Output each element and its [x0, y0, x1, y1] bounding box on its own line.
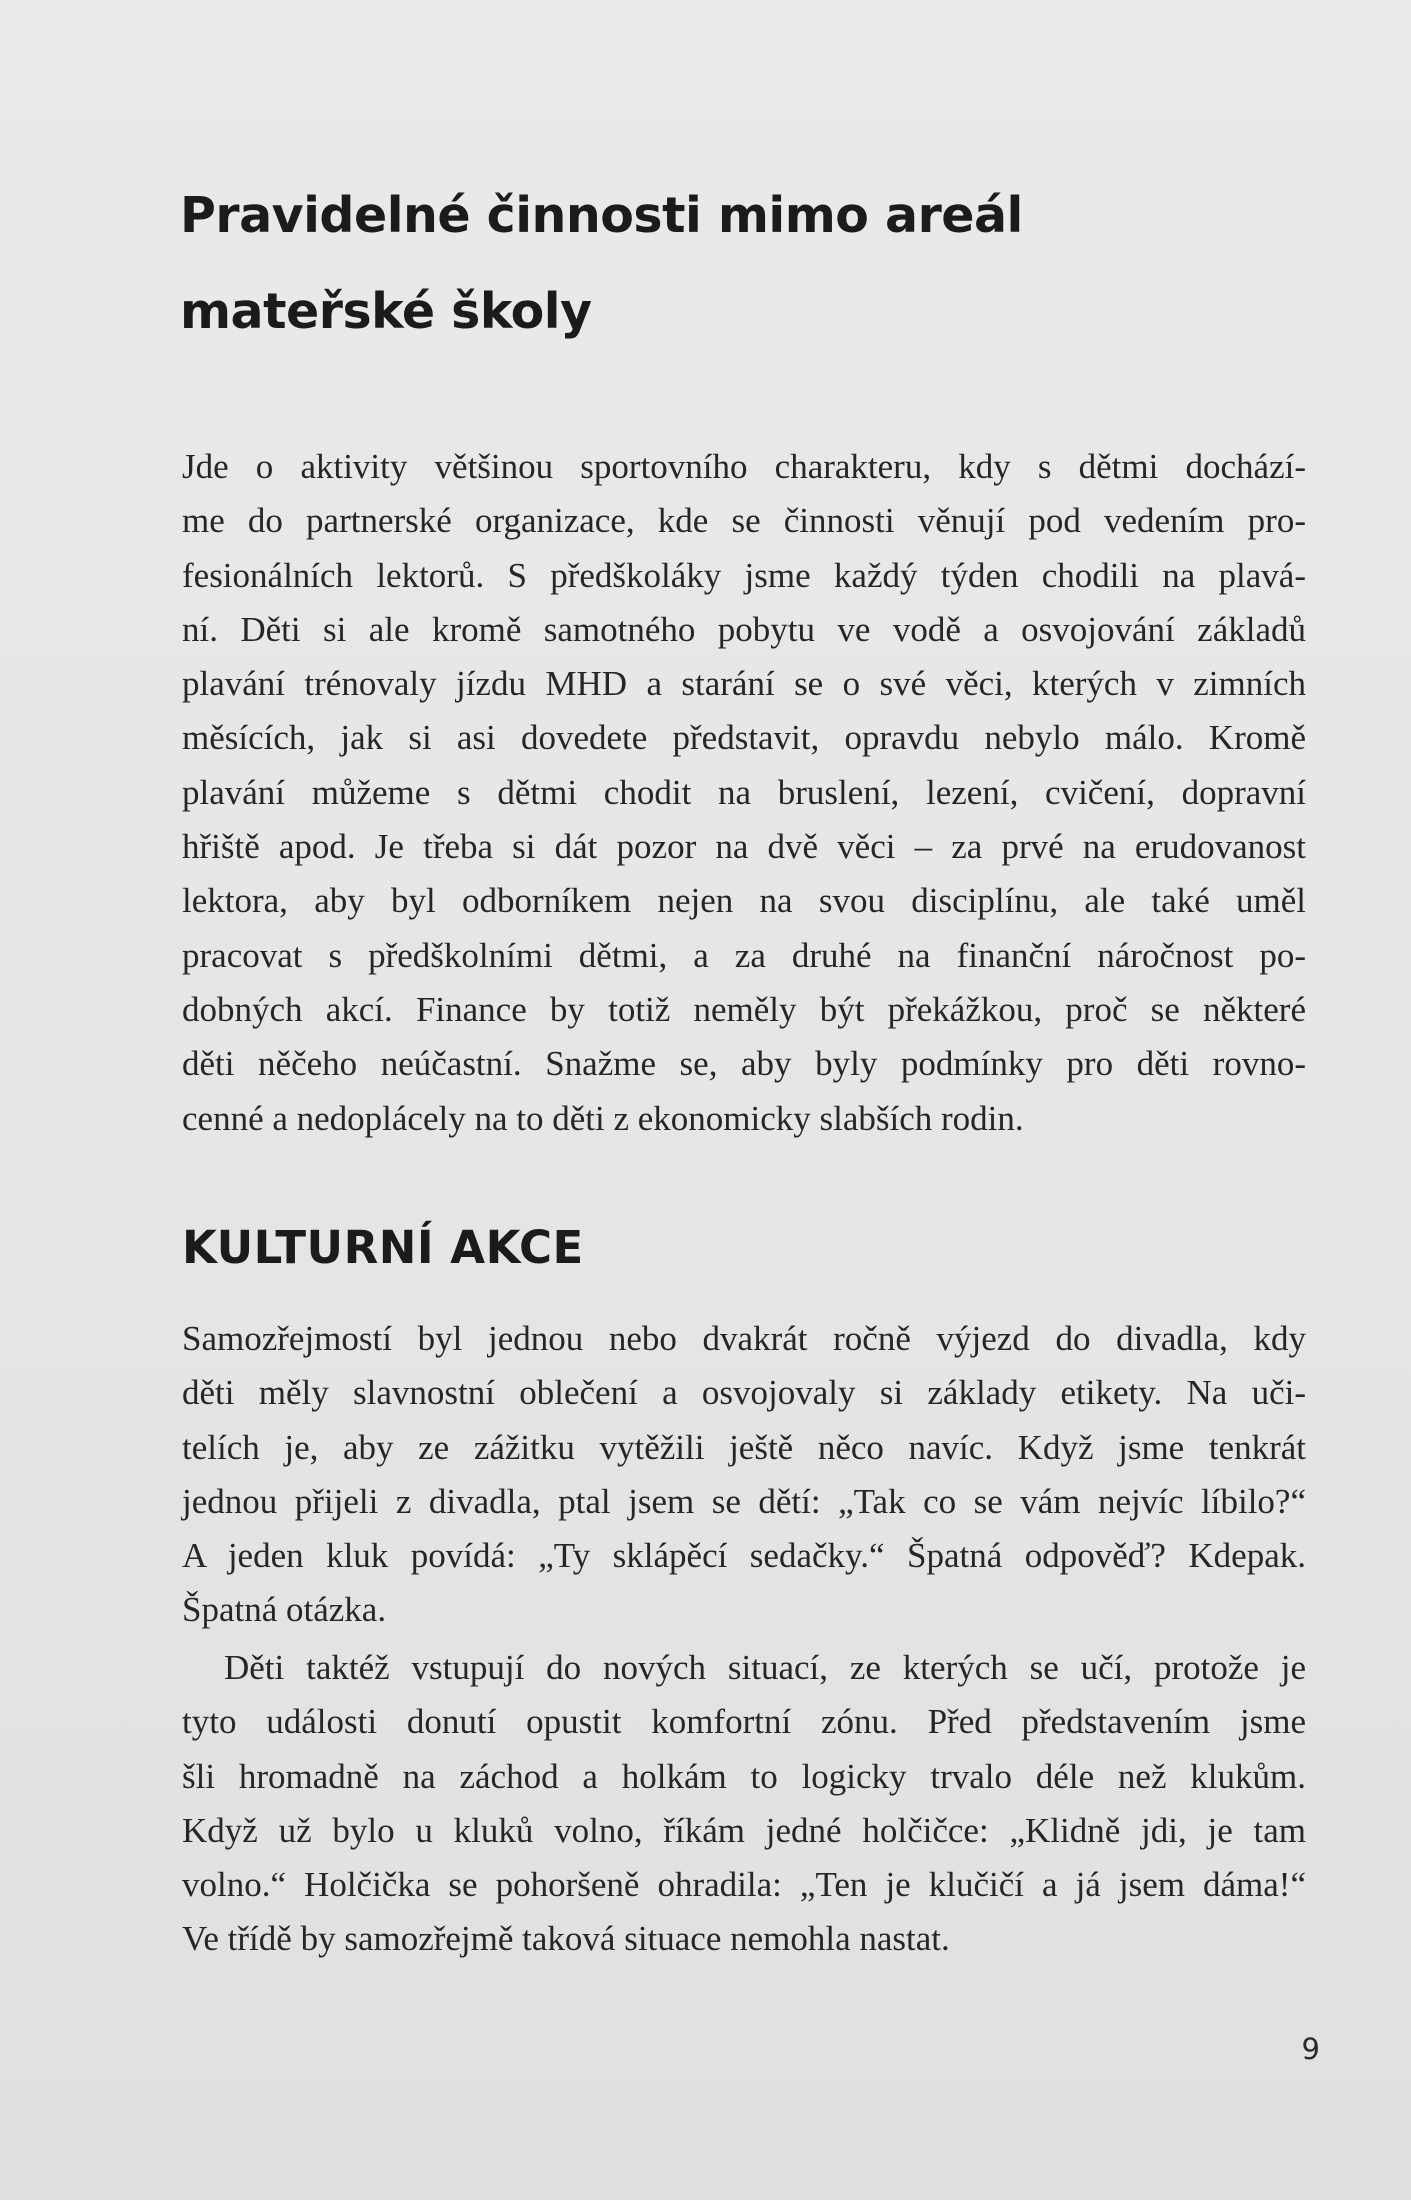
text-line: A jeden kluk povídá: „Ty sklápěcí sedačky.“ Špatná odpověď? Kdepak. [182, 1536, 1306, 1576]
text-line: hřiště apod. Je třeba si dát pozor na dvě věci – za prvé na erudovanost [182, 827, 1306, 867]
text-line: telích je, aby ze zážitku vytěžili ještě něco navíc. Když jsme tenkrát [182, 1427, 1306, 1467]
text-line: Samozřejmostí byl jednou nebo dvakrát ročně výjezd do divadla, kdy [182, 1319, 1306, 1358]
text-line: pracovat s předškolními dětmi, a za druhé na finanční náročnost po- [182, 935, 1306, 975]
text-line: dobných akcí. Finance by totiž neměly být překážkou, proč se některé [182, 989, 1306, 1029]
text-line: tyto události donutí opustit komfortní zónu. Před představením jsme [182, 1702, 1306, 1742]
text-line: měsících, jak si asi dovedete představit, opravdu nebylo málo. Kromě [182, 718, 1306, 758]
section-title-line: Pravidelné činnosti mimo areál [180, 187, 1023, 244]
text-line: děti měly slavnostní oblečení a osvojovaly si základy etikety. Na uči- [182, 1373, 1306, 1413]
paragraph-theatre [182, 1312, 1306, 1638]
section-title [180, 168, 1180, 360]
paragraph-new-situations [182, 1641, 1306, 1967]
text-line: Špatná otázka. [182, 1590, 387, 1630]
text-line: Když už bylo u kluků volno, říkám jedné holčičce: „Klidně jdi, je tam [182, 1810, 1306, 1850]
text-line: Jde o aktivity většinou sportovního charakteru, kdy s dětmi dochází- [182, 447, 1306, 486]
text-line: volno.“ Holčička se pohoršeně ohradila: „Ten je klučičí a já jsem dáma!“ [182, 1865, 1306, 1905]
text-line: ní. Děti si ale kromě samotného pobytu ve vodě a osvojování základů [182, 609, 1306, 649]
text-line: Ve třídě by samozřejmě taková situace nemohla nastat. [182, 1919, 950, 1959]
subsection-title: KULTURNÍ AKCE [182, 1221, 584, 1274]
text-line: šli hromadně na záchod a holkám to logicky trvalo déle než klukům. [182, 1756, 1306, 1796]
text-line: děti něčeho neúčastní. Snažme se, aby byly podmínky pro děti rovno- [182, 1044, 1306, 1084]
text-line: cenné a nedoplácely na to děti z ekonomicky slabších rodin. [182, 1098, 1024, 1138]
paragraph-activities [182, 440, 1306, 1146]
text-line: lektora, aby byl odborníkem nejen na svou disciplínu, ale také uměl [182, 881, 1306, 921]
text-line: plavání můžeme s dětmi chodit na bruslení, lezení, cvičení, dopravní [182, 772, 1306, 812]
text-line: fesionálních lektorů. S předškoláky jsme každý týden chodili na plavá- [182, 555, 1306, 595]
text-line: plavání trénovaly jízdu MHD a starání se o své věci, kterých v zimních [182, 664, 1306, 704]
text-line: jednou přijeli z divadla, ptal jsem se dětí: „Tak co se vám nejvíc líbilo?“ [182, 1481, 1306, 1521]
page-number: 9 [1301, 2032, 1320, 2066]
section-title-line: mateřské školy [180, 283, 592, 340]
text-line: me do partnerské organizace, kde se činnosti věnují pod vedením pro- [182, 501, 1306, 541]
text-line: Děti taktéž vstupují do nových situací, ze kterých se učí, protože je [224, 1648, 1306, 1687]
